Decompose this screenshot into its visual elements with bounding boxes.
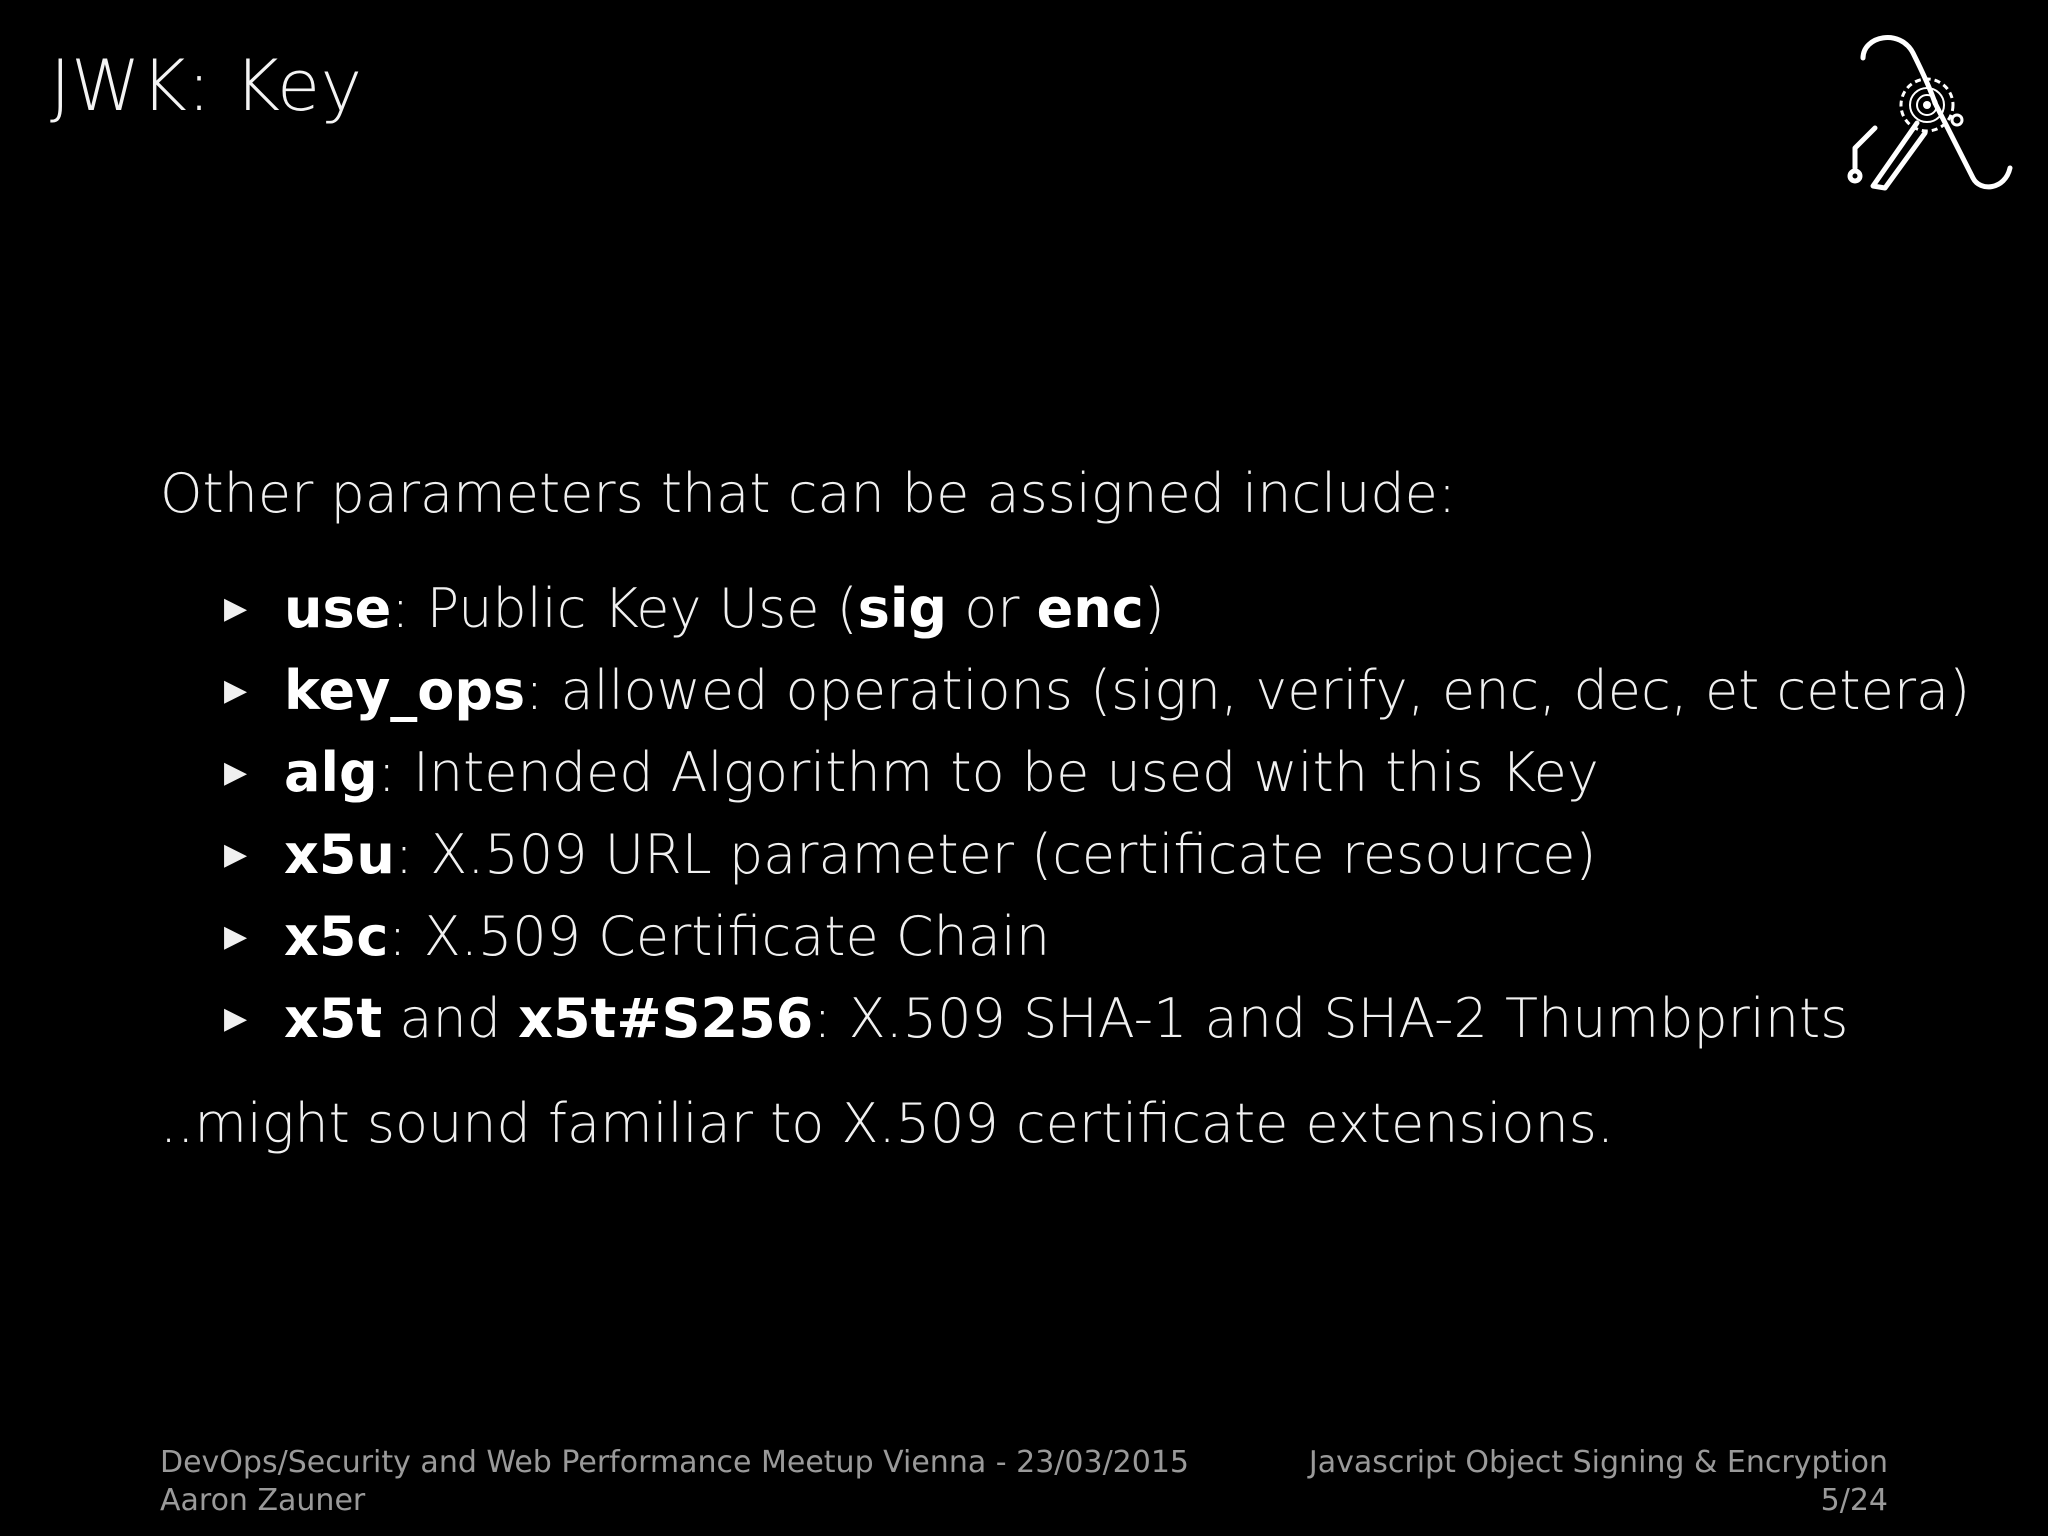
list-item [220,650,1970,732]
parameter-description: : allowed operations (sign, verify, enc, dec, et cetera) [525,659,1971,722]
footer-author: Aaron Zauner [160,1483,366,1518]
closing-text: ..might sound familiar to X.509 certificate extensions. [160,1092,1615,1155]
parameter-name: use [284,577,392,640]
parameter-name: x5u [284,823,395,886]
list-item-text [284,741,1599,804]
triangle-right-icon: ▶ [224,755,248,790]
parameter-description: : Public Key Use ( [391,577,858,640]
parameter-name: x5c [284,905,389,968]
parameter-description: : X.509 URL parameter (certificate resource) [394,823,1597,886]
parameter-name: sig [857,577,948,640]
parameter-description: : X.509 Certificate Chain [388,905,1051,968]
triangle-right-icon: ▶ [224,837,248,872]
footer-talk-title: Javascript Object Signing & Encryption [1308,1445,1888,1480]
parameter-name: key_ops [284,659,526,722]
footer-event: DevOps/Security and Web Performance Meetup Vienna - 23/03/2015 [160,1445,1190,1480]
parameter-description: ) [1143,577,1165,640]
triangle-right-icon: ▶ [224,1001,248,1036]
list-item [220,978,1970,1060]
parameter-description: : Intended Algorithm to be used with this Key [377,741,1599,804]
footer-left [160,1444,1189,1520]
list-item [220,568,1970,650]
list-item-text [284,905,1050,968]
parameter-description: or [947,577,1037,640]
list-item-text [284,659,1970,722]
parameter-list [220,568,1970,1060]
triangle-right-icon: ▶ [224,919,248,954]
list-item [220,814,1970,896]
intro-text: Other parameters that can be assigned include: [160,462,1457,525]
list-item-text [284,577,1165,640]
parameter-name: x5t [284,987,383,1050]
parameter-name: enc [1036,577,1144,640]
triangle-right-icon: ▶ [224,673,248,708]
page-number: 5/24 [1820,1483,1888,1518]
parameter-name: x5t#S256 [518,987,814,1050]
parameter-description: and [382,987,519,1050]
triangle-right-icon: ▶ [224,591,248,626]
list-item [220,896,1970,978]
list-item-text [284,823,1597,886]
lambda-logo-icon [1845,28,2025,198]
footer-right [1309,1444,1888,1520]
list-item [220,732,1970,814]
parameter-description: : X.509 SHA-1 and SHA-2 Thumbprints [813,987,1849,1050]
slide-title: JWK: Key [50,45,363,127]
parameter-name: alg [284,741,378,804]
list-item-text [284,987,1848,1050]
